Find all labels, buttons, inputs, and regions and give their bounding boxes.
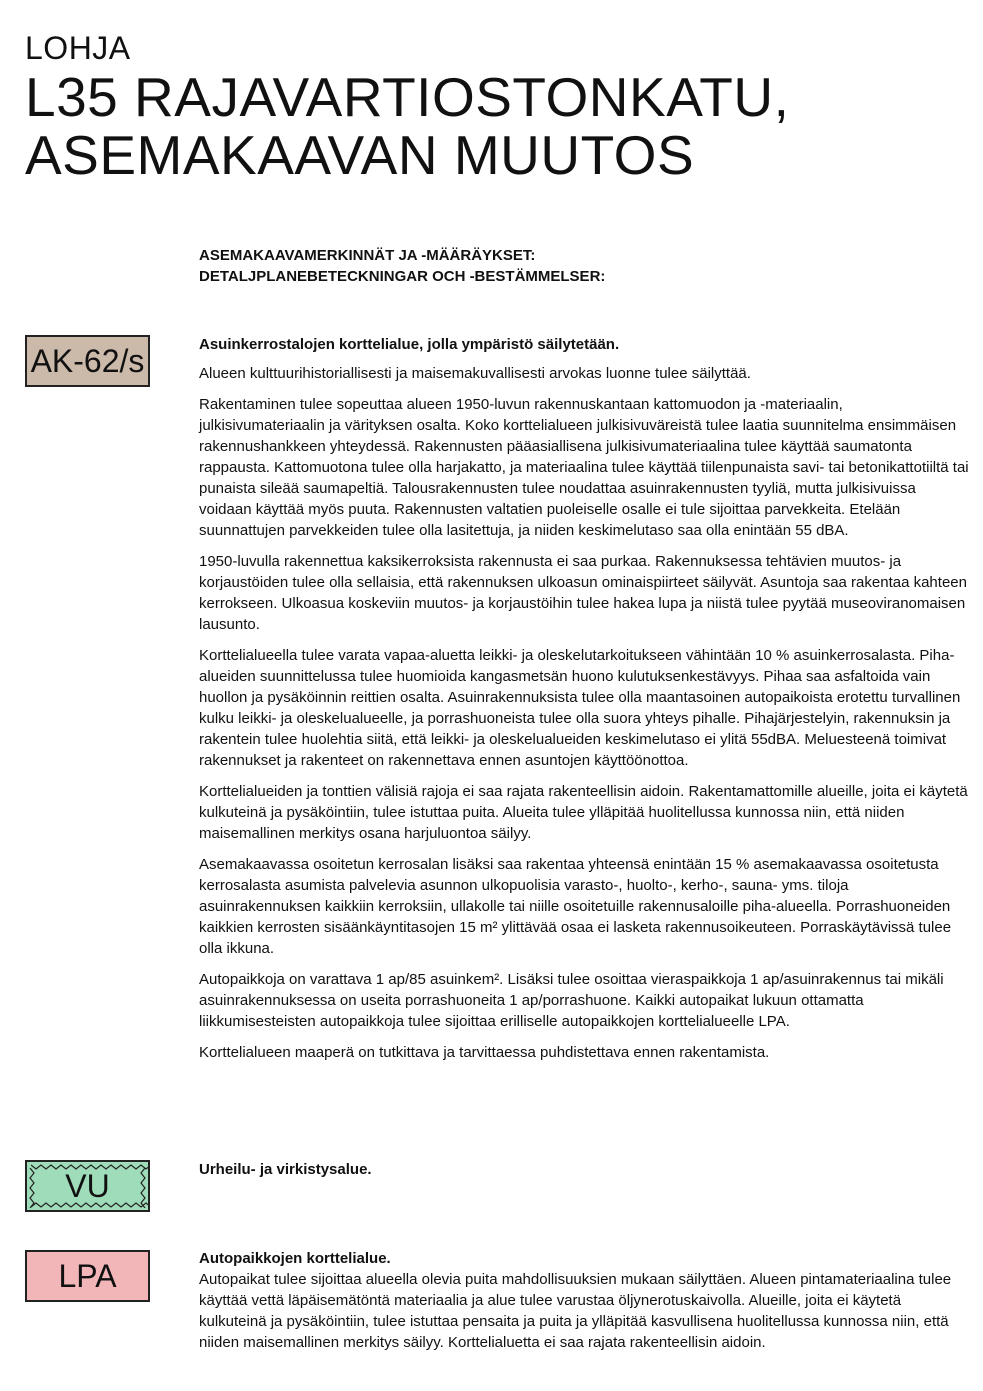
regulations-heading	[199, 245, 959, 287]
vu-zone-label: VU	[65, 1167, 110, 1204]
regulations-heading-fi: ASEMAKAAVAMERKINNÄT JA -MÄÄRÄYKSET:	[199, 247, 536, 264]
lpa-zone-symbol	[25, 1250, 150, 1302]
lpa-heading: Autopaikkojen korttelialue.	[199, 1250, 391, 1267]
vu-zone-symbol	[25, 1160, 150, 1212]
lpa-section	[199, 1248, 971, 1353]
zigzag-border-left	[29, 1168, 35, 1208]
ak-zone-label: AK-62/s	[30, 342, 145, 379]
ak-paragraph-5: Korttelialueiden ja tonttien välisiä rajoja ei saa rajata rakenteellisin aidoin. Rakentamattomille alueille, joita ei käytetä kulkuteinä ja pysäköintiin, tulee istuttaa puita. Alueita tulee ylläpitää huolitellussa kunnossa niin, että niiden maisemallinen merkitys osana harjuluontoa säilyy.	[199, 783, 968, 842]
ak-paragraph-2: Rakentaminen tulee sopeuttaa alueen 1950-luvun rakennuskantaan kattomuodon ja -materiaalin, julkisivumateriaalin ja värityksen osalta. Koko korttelialueen julkisivuväreistä tulee laatia suunnitelma ensimmäisen rakennushankkeen yhteydessä. Rakennusten pääasiallisena julkisivumateriaalina tulee käyttää saumatonta rappausta. Kattomuotona tulee olla harjakatto, ja materiaalina tulee käyttää tiilenpunaista savi- tai betonikattotiiltä tai punaista sileää saumapeltiä. Talousrakennusten tulee noudattaa asuinrakennusten tyyliä, mutta julkisivuissa voidaan käyttää myös puuta. Rakennusten valtatien puoleiselle osalle ei tule sijoittaa parvekkeita. Etelään suunnattujen parvekkeiden tulee olla lasitettuja, ja niiden keskimelutaso saa olla enintään 55 dBA.	[199, 396, 969, 539]
ak-heading: Asuinkerrostalojen korttelialue, jolla ympäristö säilytetään.	[199, 336, 620, 353]
ak-paragraph-8: Korttelialueen maaperä on tutkittava ja tarvittaessa puhdistettava ennen rakentamista.	[199, 1044, 770, 1061]
plan-title-line-2: ASEMAKAAVAN MUUTOS	[25, 124, 695, 186]
ak-section	[199, 334, 971, 1073]
ak-paragraph-7: Autopaikkoja on varattava 1 ap/85 asuinkem². Lisäksi tulee osoittaa vieraspaikkoja 1 ap/asuinrakennus tai mikäli asuinrakennuksessa on useita porrashuoneita 1 ap/porrashuone. Kaikki autopaikat lukuun ottamatta liikkumisesteisten autopaikkoja tulee sijoittaa erilliselle autopaikkojen korttelialueelle LPA.	[199, 971, 944, 1030]
zigzag-border-right	[140, 1168, 146, 1208]
plan-title-line-1: L35 RAJAVARTIOSTONKATU,	[25, 66, 790, 128]
vu-section	[199, 1159, 959, 1180]
lpa-zone-label: LPA	[58, 1257, 117, 1294]
ak-paragraph-1: Alueen kulttuurihistoriallisesti ja maisemakuvallisesti arvokas luonne tulee säilyttää.	[199, 365, 751, 382]
document-title-area	[25, 28, 965, 184]
zigzag-border-bottom	[31, 1202, 150, 1208]
ak-paragraph-4: Korttelialueella tulee varata vapaa-aluetta leikki- ja oleskelutarkoitukseen vähintään 10 % asuinkerrosalasta. Piha-alueiden suunnittelussa tulee huomioida kangasmetsän huono kulutuksenkestävyys. Pihaa saa asfaltoida vain huollon ja pysäköinnin reittien osalta. Asuinrakennuksista tulee olla maantasoinen autopaikoista erotettu turvallinen kulku leikki- ja oleskelualueelle, ja porrashuoneista tulee olla suora yhteys pihalle. Pihajärjestelyin, rakennuksin ja rakentein tulee huolehtia siitä, että leikki- ja oleskelualueiden keskimelutaso ei ylitä 55dBA. Meluesteenä toimivat rakennukset ja rakenteet on rakennettava ennen asuntojen käyttöönottoa.	[199, 647, 961, 769]
vu-heading: Urheilu- ja virkistysalue.	[199, 1161, 372, 1178]
city-name: LOHJA	[25, 30, 131, 66]
zigzag-border-top	[31, 1164, 150, 1170]
ak-paragraph-6: Asemakaavassa osoitetun kerrosalan lisäksi saa rakentaa yhteensä enintään 15 % asemakaavassa osoitetusta kerrosalasta asumista palvelevia asunnon ulkopuolisia varasto-, huolto-, kerho-, sauna- yms. tiloja asuinrakennuksen kaikkiin kerroksiin, ullakolle tai niille osoitetuille rakennusaloille piha-alueella. Porrashuoneiden kaikkien kerrosten sisäänkäyntitasojen 15 m² ylittävää osaa ei lasketa rakennusoikeuteen. Porraskäytävissä tulee olla ikkuna.	[199, 856, 952, 957]
regulations-heading-sv: DETALJPLANEBETECKNINGAR OCH -BESTÄMMELSER:	[199, 268, 606, 285]
lpa-paragraph: Autopaikat tulee sijoittaa alueella olevia puita mahdollisuuksien mukaan säilyttäen. Alueen pintamateriaalina tulee käyttää vettä läpäisemätöntä materiaalia ja alue tulee varustaa öljynerotuskaivolla. Alueille, joita ei käytetä kulkuteinä ja pysäköintiin, tulee istuttaa pensaita ja puita ja ylläpitää kasvullisena huolitellussa kunnossa niin, että niiden maisemallinen merkitys säilyy. Korttelialuetta ei saa rajata rakenteellisin aidoin.	[199, 1271, 952, 1351]
ak-paragraph-3: 1950-luvulla rakennettua kaksikerroksista rakennusta ei saa purkaa. Rakennuksessa tehtävien muutos- ja korjaustöiden tulee olla sellaisia, että rakennuksen ulkoasun ominaispiirteet säilyvät. Asuntoja saa rakentaa kahteen kerrokseen. Ulkoasua koskeviin muutos- ja korjaustöihin tulee hakea lupa ja niistä tulee pyytää museoviranomaisen lausunto.	[199, 553, 967, 633]
ak-zone-symbol	[25, 335, 150, 387]
